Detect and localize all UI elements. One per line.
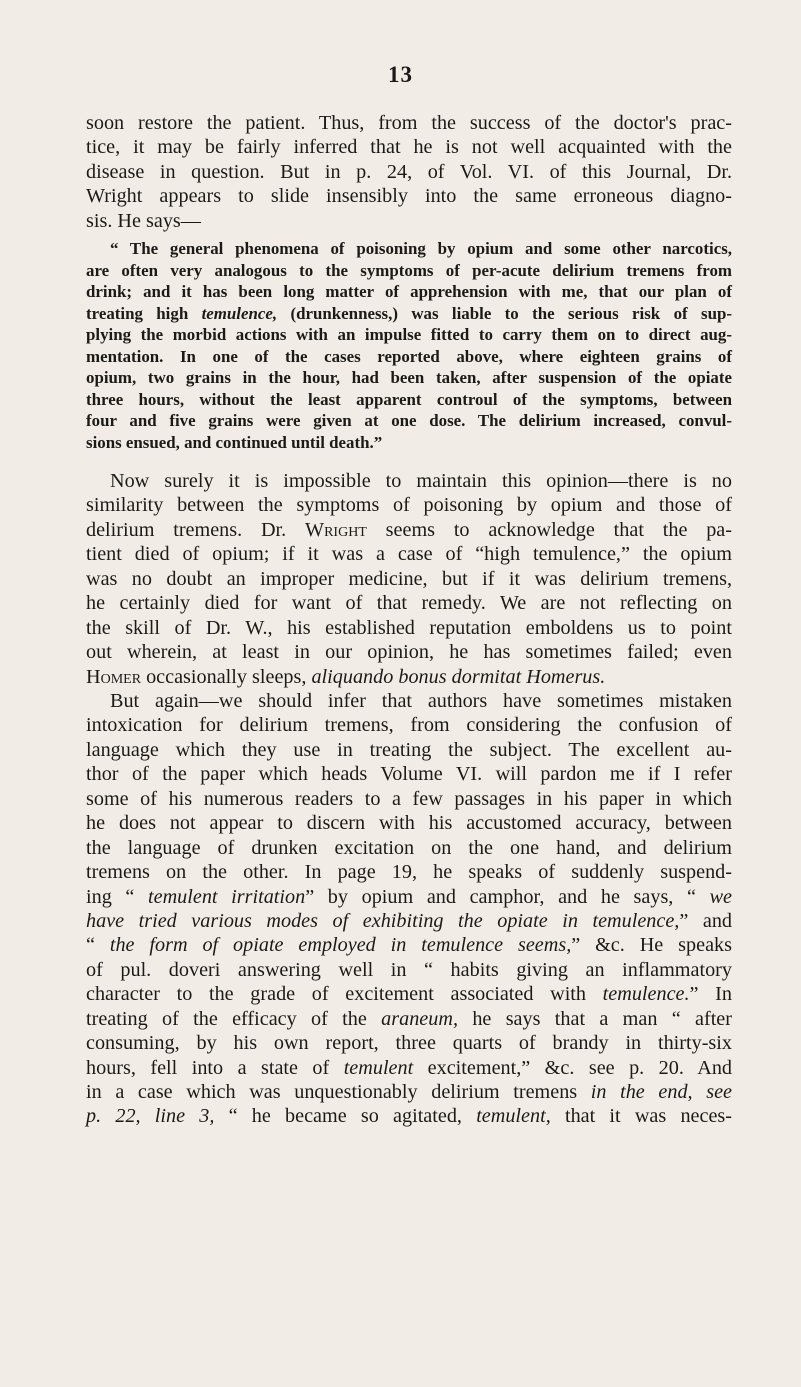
quote-line: drink; and it has been long matter of apprehension with me, that our plan of: [86, 282, 732, 301]
text-line: have tried various modes of exhibiting the opiate in temulence,” and: [86, 909, 733, 932]
paragraph-opinion: [86, 469, 732, 689]
italic-quote: temulent irritation: [148, 885, 306, 908]
italic-term: temulent: [343, 1056, 414, 1079]
italic-quote: the form of opiate employed in temulence seems,: [109, 934, 572, 957]
text-line: “ the form of opiate employed in temulence seems,” &c. He speaks: [86, 934, 732, 957]
block-quote: [86, 238, 732, 453]
text-line: p. 22, line 3, “ he became so agitated, temulent, that it was neces-: [86, 1105, 733, 1128]
quote-line: treating high temulence, (drunkenness,) was liable to the serious risk of sup-: [86, 303, 732, 323]
text-line: he does not appear to discern with his accustomed accuracy, between: [86, 812, 732, 835]
text-line: disease in question. But in p. 24, of Vol. VI. of this Journal, Dr.: [86, 160, 732, 183]
italic-term: temulence.: [602, 983, 690, 1006]
text-line: he certainly died for want of that remedy. We are not reflecting on: [86, 592, 732, 615]
italic-reference: p. 22, line 3,: [86, 1105, 215, 1128]
text-line: the language of drunken excitation on the one hand, and delirium: [86, 836, 732, 859]
page-number: 13: [388, 62, 413, 87]
small-caps-name: Wright: [305, 518, 367, 541]
quote-line: mentation. In one of the cases reported above, where eighteen grains of: [86, 346, 732, 366]
quote-line: are often very analogous to the symptoms of per-acute delirium tremens from: [86, 260, 732, 280]
text-line: the skill of Dr. W., his established reputation emboldens us to point: [86, 616, 732, 639]
text-line: similarity between the symptoms of poisoning by opium and those of: [86, 494, 732, 517]
text-line: delirium tremens. Dr. Wright seems to acknowledge that the pa-: [86, 518, 732, 541]
text-line: But again—we should infer that authors have sometimes mistaken: [110, 690, 732, 712]
italic-term: araneum,: [381, 1007, 458, 1030]
text-line: was no doubt an improper medicine, but if it was delirium tremens,: [86, 567, 732, 590]
text-line: some of his numerous readers to a few passages in his paper in which: [86, 787, 732, 810]
text-line: Wright appears to slide insensibly into the same erroneous diagno-: [86, 185, 732, 208]
text-line: character to the grade of excitement associated with temulence.” In: [86, 983, 732, 1006]
text-line: tice, it may be fairly inferred that he is not well acquainted with the: [86, 136, 732, 159]
text-line: hours, fell into a state of temulent excitement,” &c. see p. 20. And: [86, 1056, 733, 1079]
small-caps-name: Homer: [86, 665, 142, 688]
italic-term: temulent,: [476, 1105, 551, 1128]
italic-reference: in the end, see: [590, 1081, 732, 1103]
text-line: ing “ temulent irritation” by opium and camphor, and he says, “ we: [86, 885, 732, 908]
text-line: in a case which was unquestionably delirium tremens in the end, see: [86, 1081, 732, 1103]
text-line: consuming, by his own report, three quarts of brandy in thirty-six: [86, 1032, 732, 1055]
text-line: sis. He says—: [86, 209, 201, 232]
text-line: of pul. doveri answering well in “ habits giving an inflammatory: [86, 958, 732, 981]
paragraph-temulence: [86, 689, 732, 1129]
text-line: Now surely it is impossible to maintain this opinion—there is no: [110, 470, 732, 492]
quote-line: four and five grains were given at one dose. The delirium increased, convul-: [86, 411, 732, 430]
quote-line: “ The general phenomena of poisoning by opium and some other narcotics,: [110, 239, 732, 258]
text-line: treating of the efficacy of the araneum, he says that a man “ after: [86, 1007, 732, 1030]
quote-line: sions ensued, and continued until death.”: [86, 432, 383, 452]
italic-quote: have tried various modes of exhibiting the opiate in temulence,: [86, 909, 680, 932]
italic-quote: we: [709, 885, 732, 908]
text-line: soon restore the patient. Thus, from the success of the doctor's prac-: [86, 112, 732, 134]
text-line: thor of the paper which heads Volume VI. will pardon me if I refer: [86, 763, 732, 786]
quote-line: opium, two grains in the hour, had been taken, after suspension of the opiate: [86, 368, 732, 387]
text-line: out wherein, at least in our opinion, he has sometimes failed; even: [86, 641, 732, 664]
text-line: tremens on the other. In page 19, he speaks of suddenly suspend-: [86, 861, 732, 884]
text-line: tient died of opium; if it was a case of “high temulence,” the opium: [86, 543, 732, 566]
quote-line: three hours, without the least apparent controul of the symptoms, between: [86, 389, 732, 409]
latin-quote: aliquando bonus dormitat Homerus.: [311, 665, 606, 688]
quote-line: plying the morbid actions with an impulse fitted to carry them on to direct aug-: [86, 325, 732, 344]
italic-term: temulence,: [201, 303, 278, 323]
text-line: Homer occasionally sleeps, aliquando bonus dormitat Homerus.: [86, 665, 606, 688]
paragraph-intro: [86, 111, 732, 233]
text-line: language which they use in treating the subject. The excellent au-: [86, 738, 732, 761]
text-line: intoxication for delirium tremens, from considering the confusion of: [86, 714, 732, 737]
